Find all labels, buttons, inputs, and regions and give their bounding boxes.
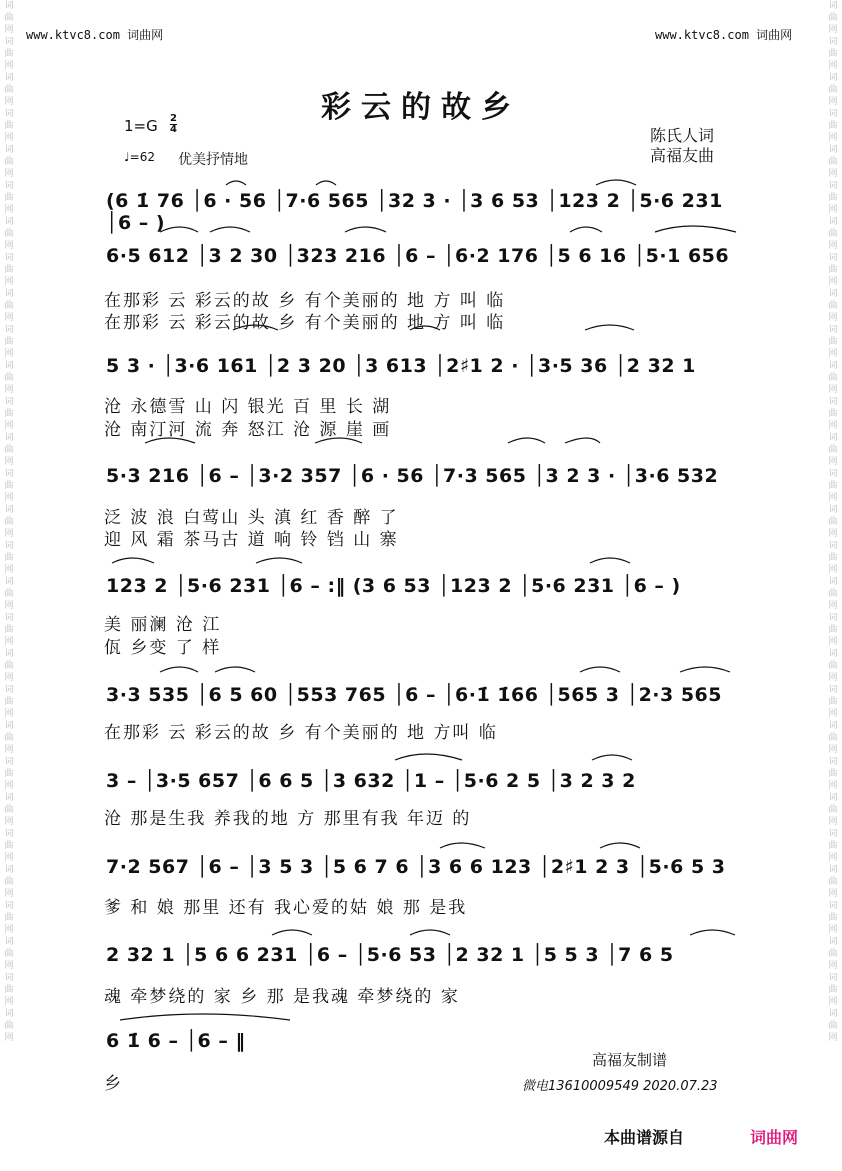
score-line-8 bbox=[106, 856, 740, 878]
slur bbox=[600, 843, 640, 848]
slur bbox=[395, 754, 462, 760]
arranger-credit: 高福友制谱 bbox=[592, 1051, 668, 1069]
slur bbox=[592, 755, 632, 760]
lyrics-line-3-verse-2: 沧 南汀河 流 奔 怒江 沧 源 崖 画 bbox=[104, 420, 392, 440]
slur bbox=[440, 843, 485, 848]
score-line-4 bbox=[106, 465, 740, 487]
contact-info: 微电13610009549 2020.07.23 bbox=[522, 1079, 718, 1094]
lyrics-line-6: 在那彩 云 彩云的故 乡 有个美丽的 地 方叫 临 bbox=[104, 723, 498, 743]
slur bbox=[690, 930, 735, 935]
score-line-9 bbox=[106, 944, 740, 966]
side-watermark-right: 词曲网词曲网词曲网词曲网词曲网词曲网词曲网词曲网词曲网词曲网词曲网词曲网词曲网词曲网词曲网词曲网词曲网词曲网词曲网词曲网词曲网词曲网词曲网词曲网词曲网词曲网词曲网词曲网词曲网 bbox=[828, 1, 838, 1043]
notation: 3·3 535 │6 5 60 │553 765 │6 – │6·1̇ 1̇66 │565 3 │2·3 565 bbox=[106, 684, 722, 706]
slur bbox=[256, 558, 302, 563]
lyrics-line-4-verse-1: 泛 波 浪 白莺山 头 滇 红 香 醉 了 bbox=[104, 508, 399, 528]
notation: (6 1̇ 76 │6 · 56 │7·6 565 │32 3 · │3 6 53 │123 2 │5·6 231 │6 – ) bbox=[106, 190, 723, 234]
slur bbox=[680, 667, 730, 672]
notation: 3 – │3·5 657 │6 6 5 │3 632 │1 – │5·6 2 5 │3 2 3 2 bbox=[106, 770, 636, 792]
lyrics-line-8: 爹 和 娘 那里 还有 我心爱的姑 娘 那 是我 bbox=[104, 898, 468, 918]
tempo-mark: ♩=62 bbox=[124, 150, 155, 164]
notation: 7·2 567 │6 – │3 5 3 │5 6 7 6 │3 6 6 123 │2♯1 2 3 │5·6 5 3 bbox=[106, 856, 726, 878]
lyrics-line-2-verse-2: 在那彩 云 彩云的故 乡 有个美丽的 地 方 叫 临 bbox=[104, 313, 506, 333]
score-line-7 bbox=[106, 770, 740, 792]
notation: 6·5 612 │3 2 30 │323 216 │6 – │6·2 176 │5 6 16 │5·1 656 bbox=[106, 245, 730, 267]
slur bbox=[226, 181, 246, 185]
lyrics-line-4-verse-2: 迎 风 霜 茶马古 道 响 铃 铛 山 寨 bbox=[104, 530, 399, 550]
slur bbox=[316, 181, 336, 185]
lyrics-line-9: 魂 牵梦绕的 家 乡 那 是我魂 牵梦绕的 家 bbox=[104, 987, 460, 1007]
score-line-1 bbox=[106, 190, 740, 234]
header-url-right[interactable]: www.ktvc8.com 词曲网 bbox=[655, 28, 793, 42]
lyrics-line-7: 沧 那是生我 养我的地 方 那里有我 年迈 的 bbox=[104, 809, 472, 829]
source-brand-link[interactable]: 词曲网 bbox=[750, 1128, 799, 1147]
slur bbox=[160, 667, 198, 672]
slur bbox=[590, 558, 630, 563]
slur bbox=[596, 180, 636, 185]
slur bbox=[120, 1014, 290, 1020]
expression-mark: 优美抒情地 bbox=[178, 152, 248, 168]
notation: 6 1̇ 6 – │6 – ‖ bbox=[106, 1030, 246, 1052]
notation: 2 32 1 │5 6 6 231 │6 – │5·6 53 │2 32 1 │5 5 3 │7 6 5 bbox=[106, 944, 674, 966]
header-url-left[interactable]: www.ktvc8.com 词曲网 bbox=[26, 28, 164, 42]
slur bbox=[272, 930, 312, 935]
slur bbox=[580, 667, 620, 672]
key-signature: 1=G bbox=[124, 117, 158, 135]
score-line-5 bbox=[106, 575, 740, 597]
time-sig-top: 2 bbox=[170, 113, 177, 124]
time-sig-bottom: 4 bbox=[170, 124, 177, 135]
lyrics-line-10: 乡 bbox=[104, 1074, 123, 1094]
notation: 5·3 216 │6 – │3·2 357 │6 · 56 │7·3 565 │3 2 3 · │3·6 532 bbox=[106, 465, 719, 487]
slur bbox=[410, 930, 450, 935]
notation: 123 2 │5·6 231 │6 – :‖ (3 6 53 │123 2 │5·6 231 │6 – ) bbox=[106, 575, 681, 597]
score-line-2 bbox=[106, 245, 740, 267]
composer-credit: 高福友曲 bbox=[650, 146, 715, 165]
source-label: 本曲谱源自 bbox=[604, 1128, 685, 1147]
lyrics-line-3-verse-1: 沧 永德雪 山 闪 银光 百 里 长 湖 bbox=[104, 397, 392, 417]
lyrics-line-5-verse-1: 美 丽澜 沧 江 bbox=[104, 615, 222, 635]
slur bbox=[215, 667, 255, 672]
lyrics-line-2-verse-1: 在那彩 云 彩云的故 乡 有个美丽的 地 方 叫 临 bbox=[104, 291, 506, 311]
lyricist-credit: 陈氏人词 bbox=[650, 126, 715, 145]
score-line-3 bbox=[106, 355, 740, 377]
notation: 5 3 · │3·6 161 │2 3 20 │3 613 │2♯1 2 · │3·5 36 │2 32 1 bbox=[106, 355, 696, 377]
lyrics-line-5-verse-2: 佤 乡变 了 样 bbox=[104, 638, 222, 658]
song-title: 彩云的故乡 bbox=[321, 90, 521, 125]
slur bbox=[112, 558, 154, 563]
side-watermark-left: 词曲网词曲网词曲网词曲网词曲网词曲网词曲网词曲网词曲网词曲网词曲网词曲网词曲网词曲网词曲网词曲网词曲网词曲网词曲网词曲网词曲网词曲网词曲网词曲网词曲网词曲网词曲网词曲网词曲网 bbox=[4, 1, 14, 1043]
score-line-6 bbox=[106, 684, 740, 706]
